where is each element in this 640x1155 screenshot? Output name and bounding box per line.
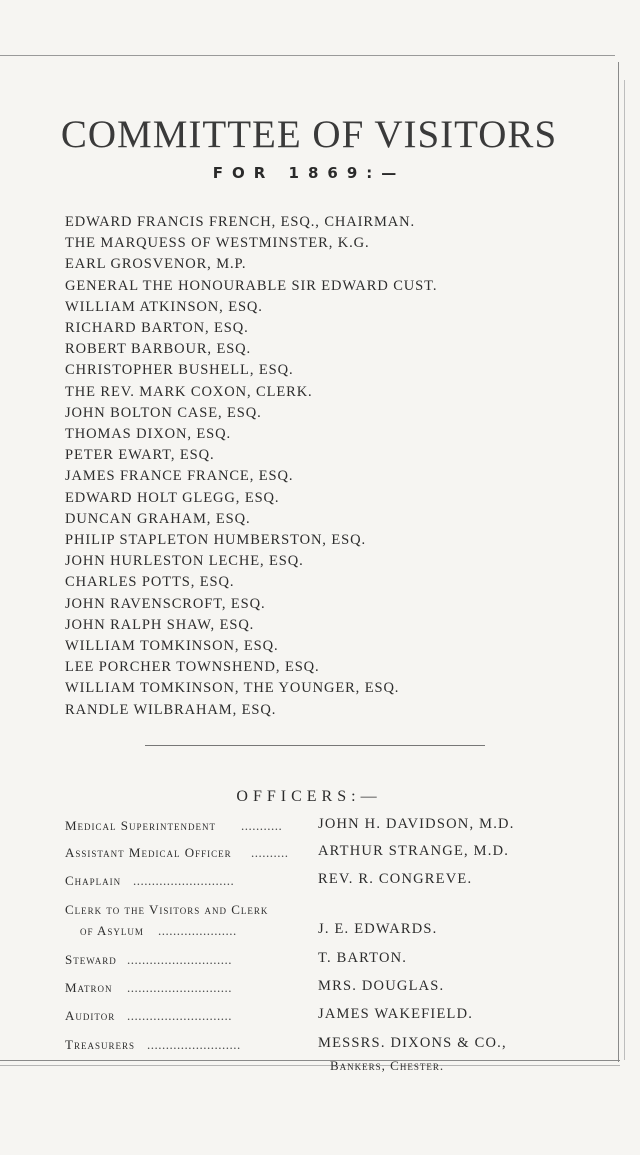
committee-member: JOHN HURLESTON LECHE, ESQ. bbox=[65, 553, 304, 570]
committee-member: EARL GROSVENOR, M.P. bbox=[65, 256, 247, 273]
officer-name: T. BARTON. bbox=[318, 950, 408, 966]
officer-name: JOHN H. DAVIDSON, M.D. bbox=[318, 816, 515, 832]
treasurers-bank-line: Bankers, Chester. bbox=[330, 1058, 445, 1073]
leader-dots: ......................... bbox=[147, 1037, 241, 1052]
officer-row-clerk-line2 bbox=[65, 923, 565, 943]
officer-role: Clerk to the Visitors and Clerk bbox=[65, 902, 269, 917]
committee-member: RICHARD BARTON, ESQ. bbox=[65, 320, 249, 337]
officer-role: Chaplain bbox=[65, 873, 122, 888]
leader-dots: ............................ bbox=[127, 1008, 232, 1023]
committee-member: ROBERT BARBOUR, ESQ. bbox=[65, 341, 252, 358]
officer-row-assistant-medical-officer bbox=[65, 845, 565, 865]
officers-heading: OFFICERS:— bbox=[236, 788, 382, 805]
officer-row-matron bbox=[65, 980, 565, 1000]
committee-member: PHILIP STAPLETON HUMBERSTON, ESQ. bbox=[65, 532, 366, 549]
committee-member: JOHN RAVENSCROFT, ESQ. bbox=[65, 595, 266, 612]
committee-member: THE MARQUESS OF WESTMINSTER, K.G. bbox=[65, 235, 370, 252]
officer-role: Assistant Medical Officer bbox=[65, 845, 232, 860]
leader-dots: .......... bbox=[251, 845, 289, 860]
committee-member: JAMES FRANCE FRANCE, ESQ. bbox=[65, 468, 294, 485]
committee-member: GENERAL THE HONOURABLE SIR EDWARD CUST. bbox=[65, 277, 438, 294]
officer-role: Treasurers bbox=[65, 1037, 135, 1052]
officer-name: ARTHUR STRANGE, M.D. bbox=[318, 843, 510, 859]
top-rule bbox=[0, 55, 615, 56]
committee-member: JOHN BOLTON CASE, ESQ. bbox=[65, 404, 262, 421]
section-divider bbox=[145, 745, 485, 746]
committee-member: CHARLES POTTS, ESQ. bbox=[65, 574, 235, 591]
page-subtitle: FOR 1869:— bbox=[212, 164, 406, 182]
leader-dots: ........... bbox=[241, 818, 283, 833]
committee-member: THOMAS DIXON, ESQ. bbox=[65, 426, 232, 443]
right-rule bbox=[618, 62, 619, 1062]
officer-row-medical-superintendent bbox=[65, 818, 565, 838]
committee-member: RANDLE WILBRAHAM, ESQ. bbox=[65, 701, 277, 718]
officer-role: Medical Superintendent bbox=[65, 818, 217, 833]
officer-name: MRS. DOUGLAS. bbox=[318, 978, 445, 994]
officer-name: J. E. EDWARDS. bbox=[318, 921, 438, 937]
committee-member: CHRISTOPHER BUSHELL, ESQ. bbox=[65, 362, 294, 379]
committee-member: THE REV. MARK COXON, CLERK. bbox=[65, 383, 313, 400]
leader-dots: ............................ bbox=[127, 980, 232, 995]
committee-member: WILLIAM ATKINSON, ESQ. bbox=[65, 298, 263, 315]
officer-role-continued: of Asylum bbox=[80, 923, 144, 938]
leader-dots: ........................... bbox=[133, 873, 235, 888]
committee-member: JOHN RALPH SHAW, ESQ. bbox=[65, 616, 255, 633]
committee-member: EDWARD HOLT GLEGG, ESQ. bbox=[65, 489, 280, 506]
officer-name: JAMES WAKEFIELD. bbox=[318, 1006, 474, 1022]
committee-member: PETER EWART, ESQ. bbox=[65, 447, 215, 464]
committee-member: DUNCAN GRAHAM, ESQ. bbox=[65, 510, 251, 527]
officer-name: MESSRS. DIXONS & CO., bbox=[318, 1035, 507, 1051]
officer-row-steward bbox=[65, 952, 565, 972]
committee-member: WILLIAM TOMKINSON, ESQ. bbox=[65, 638, 279, 655]
leader-dots: ..................... bbox=[158, 923, 237, 938]
right-rule-inner bbox=[624, 80, 625, 1060]
committee-member: EDWARD FRANCIS FRENCH, ESQ., CHAIRMAN. bbox=[65, 214, 416, 230]
officer-role: Steward bbox=[65, 952, 117, 967]
officer-row-auditor bbox=[65, 1008, 565, 1028]
committee-member: LEE PORCHER TOWNSHEND, ESQ. bbox=[65, 659, 320, 676]
footer-rule bbox=[0, 1060, 620, 1061]
officer-row-clerk bbox=[65, 902, 565, 922]
officer-row-chaplain bbox=[65, 873, 565, 893]
leader-dots: ............................ bbox=[127, 952, 232, 967]
page-title: COMMITTEE OF VISITORS bbox=[60, 113, 558, 156]
officer-role: Matron bbox=[65, 980, 113, 995]
officer-name: REV. R. CONGREVE. bbox=[318, 871, 473, 887]
committee-member: WILLIAM TOMKINSON, THE YOUNGER, ESQ. bbox=[65, 680, 400, 697]
officer-row-treasurers bbox=[65, 1037, 565, 1057]
committee-list bbox=[65, 212, 437, 721]
footer-rule-inner bbox=[0, 1065, 620, 1066]
officer-role: Auditor bbox=[65, 1008, 116, 1023]
